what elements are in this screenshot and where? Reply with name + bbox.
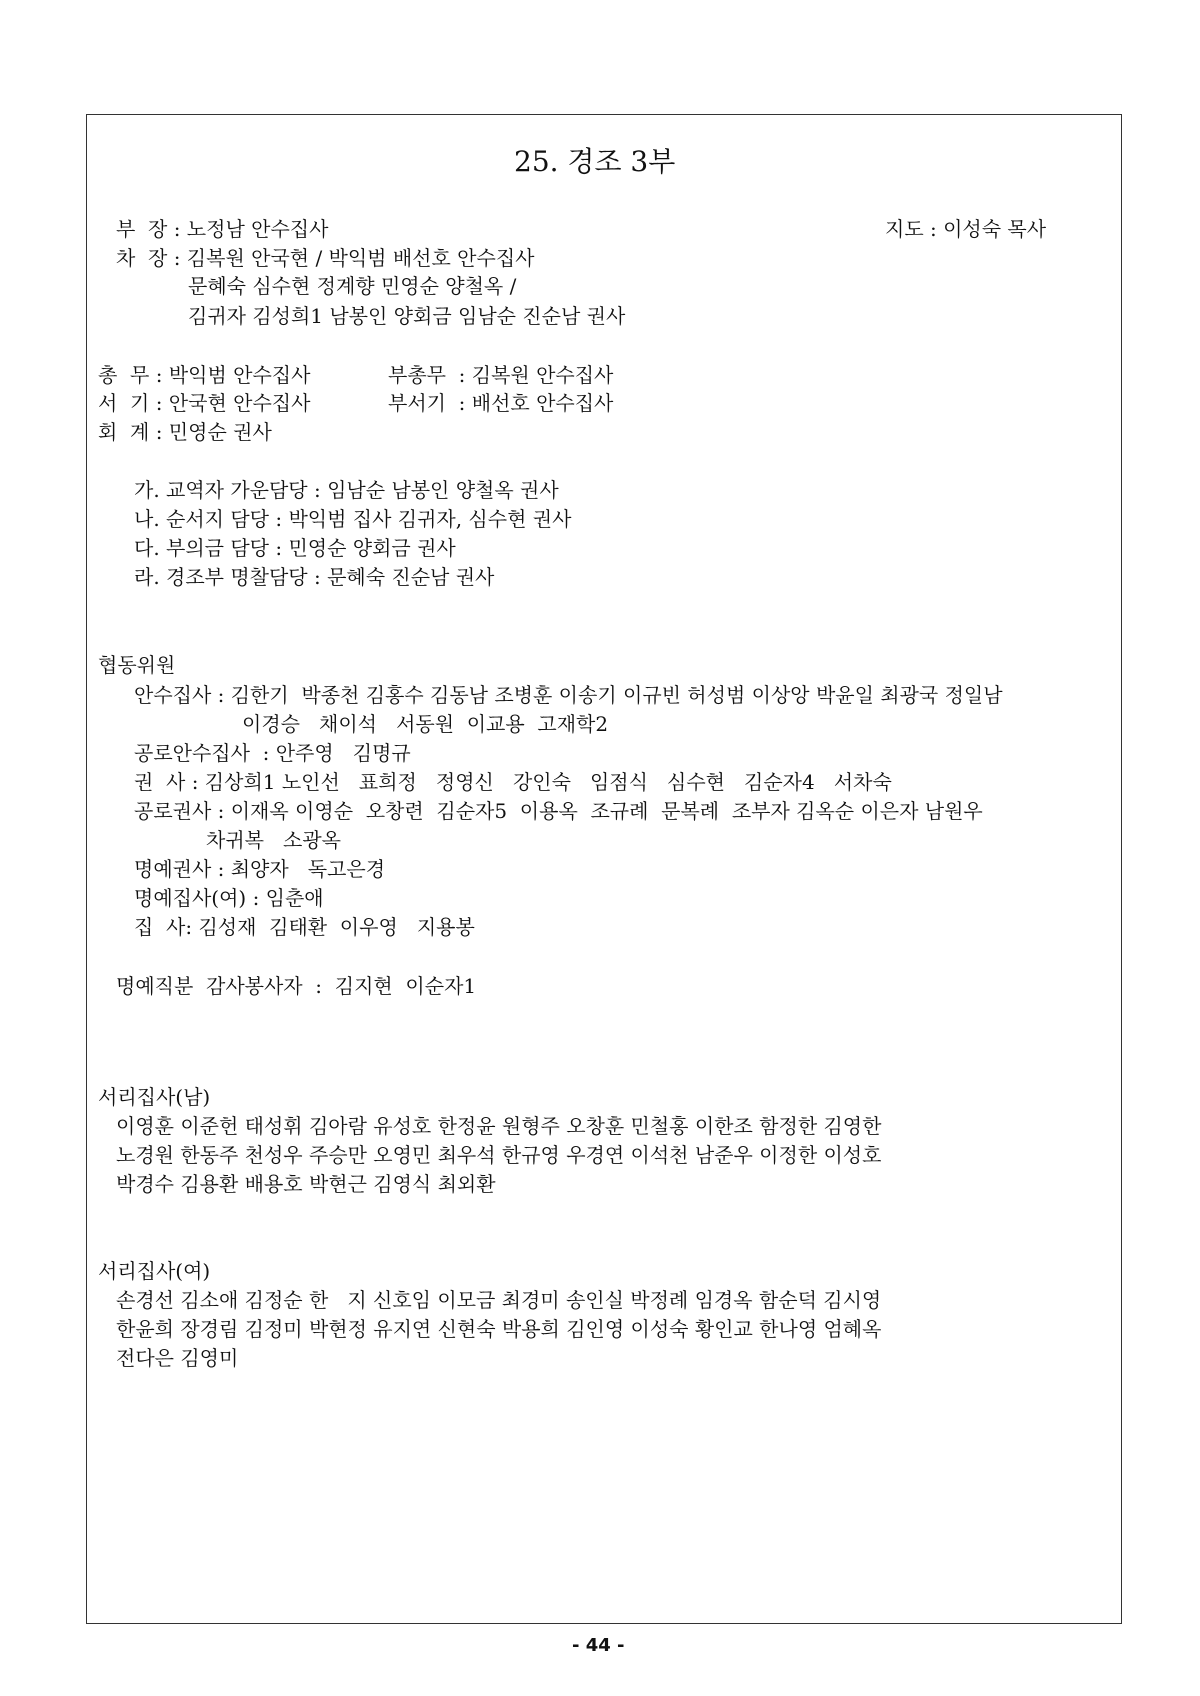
chongmu-line: 총 무 : 박익범 안수집사 [98,363,311,387]
page-number: - 44 - [572,1635,625,1656]
seori-men-heading: 서리집사(남) [98,1085,211,1109]
duty-item: 가. 교역자 가운담당 : 임남순 남봉인 양철옥 권사 [134,478,559,502]
duty-item: 나. 순서지 담당 : 박익범 집사 김귀자, 심수현 권사 [134,507,572,531]
gongno-gwonsa-line-2: 차귀복 소광옥 [206,828,341,852]
seori-women-line: 전다은 김영미 [116,1346,239,1370]
ansu-line-2: 이경승 채이석 서동원 이교용 고재학2 [242,712,609,736]
seori-women-heading: 서리집사(여) [98,1259,211,1283]
seori-women-line: 손경선 김소애 김정순 한 지 신호임 이모금 최경미 송인실 박정례 임경옥 함순덕 김시영 [116,1288,882,1312]
jipsa-line: 집 사: 김성재 김태환 이우영 지용봉 [134,915,475,939]
seori-men-line: 이영훈 이준헌 태성휘 김아람 유성호 한정윤 원형주 오창훈 민철홍 이한조 함정한 김영한 [116,1114,882,1138]
chajang-line-2: 문혜숙 심수현 정계향 민영순 양철옥 / [188,274,517,298]
buseogi-line: 부서기 : 배선호 안수집사 [388,391,614,415]
buchongmu-line: 부총무 : 김복원 안수집사 [388,363,614,387]
seori-men-line: 노경원 한동주 천성우 주승만 오영민 최우석 한규영 우경연 이석천 남준우 이정한 이성호 [116,1143,882,1167]
myeongye-jipsa-line: 명예집사(여) : 임춘애 [134,886,324,910]
duty-item: 라. 경조부 명찰담당 : 문혜숙 진순남 권사 [134,565,495,589]
gongno-ansu-line: 공로안수집사 : 안주영 김명규 [134,741,411,765]
gwonsa-line: 권 사 : 김상희1 노인선 표희정 정영신 강인숙 임점식 심수현 김순자4 서차숙 [134,770,892,794]
gongno-gwonsa-line-1: 공로권사 : 이재옥 이영순 오창련 김순자5 이용옥 조규례 문복례 조부자 김옥순 이은자 남원우 [134,799,983,823]
cooperating-heading: 협동위원 [98,653,176,677]
bujang-line: 부 장 : 노정남 안수집사 [116,217,329,241]
page-title: 25. 경조 3부 [514,145,676,178]
jido-line: 지도 : 이성숙 목사 [885,217,1047,241]
chajang-line-3: 김귀자 김성희1 남봉인 양회금 임남순 진순남 권사 [188,304,626,328]
duty-item: 다. 부의금 담당 : 민영순 양회금 권사 [134,536,456,560]
ansu-line-1: 안수집사 : 김한기 박종천 김홍수 김동남 조병훈 이송기 이규빈 허성범 이상앙 박윤일 최광국 정일남 [134,683,1003,707]
chajang-line-1: 차 장 : 김복원 안국현 / 박익범 배선호 안수집사 [116,246,535,270]
audit-line: 명예직분 감사봉사자 : 김지현 이순자1 [116,974,477,998]
seogi-line: 서 기 : 안국현 안수집사 [98,391,311,415]
seori-men-line: 박경수 김용환 배용호 박현근 김영식 최외환 [116,1172,496,1196]
hoegye-line: 회 계 : 민영순 권사 [98,420,272,444]
seori-women-line: 한윤희 장경림 김정미 박현정 유지연 신현숙 박용희 김인영 이성숙 황인교 한나영 엄혜옥 [116,1317,882,1341]
myeongye-gwonsa-line: 명예권사 : 최양자 독고은경 [134,857,386,881]
